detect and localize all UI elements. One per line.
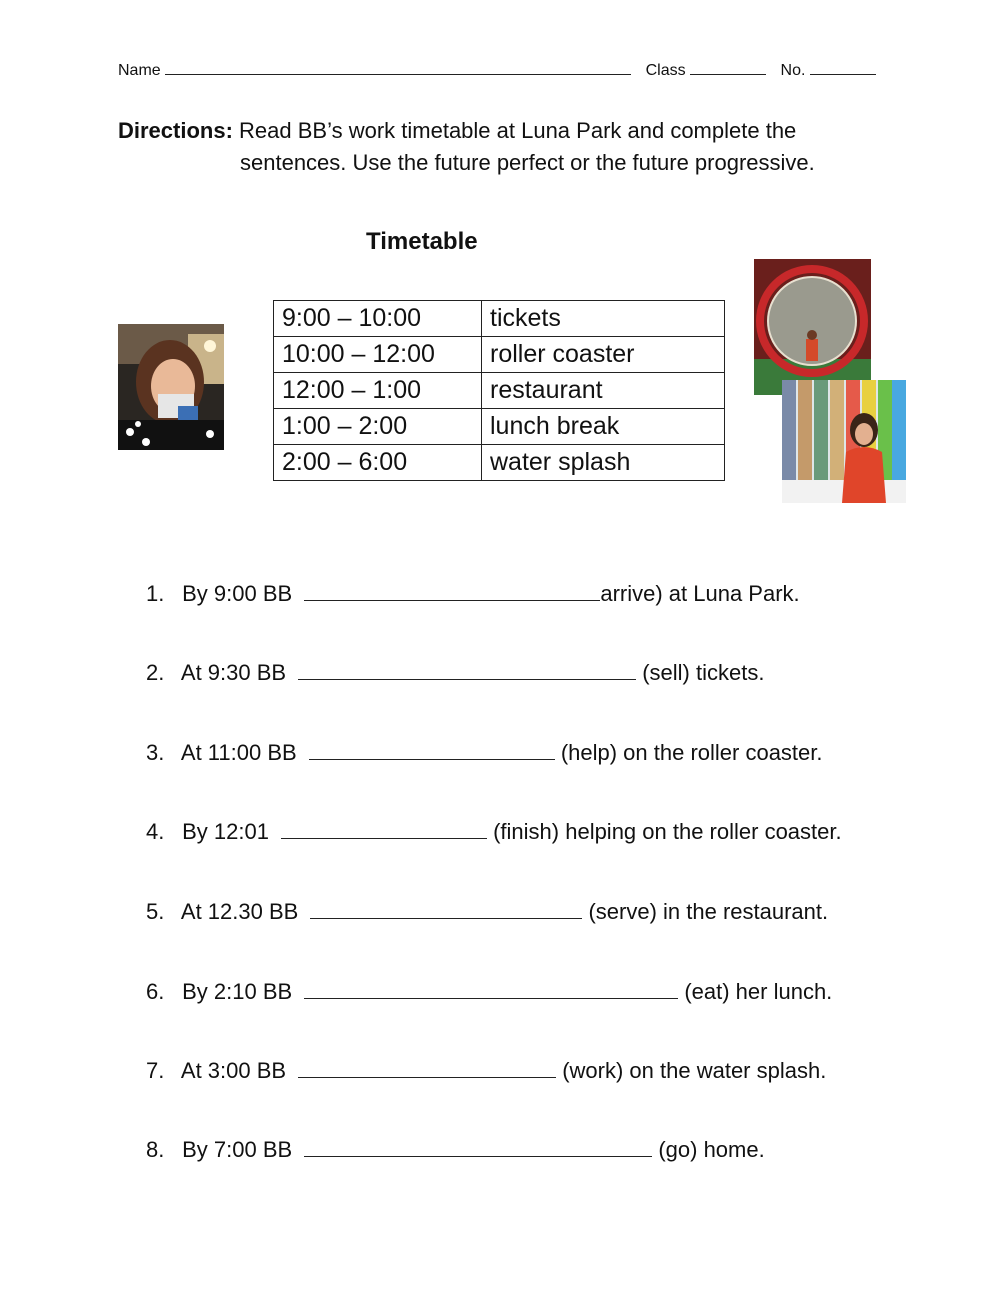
answer-blank[interactable] bbox=[298, 1059, 556, 1078]
question-number: 8. bbox=[146, 1137, 165, 1162]
activity-cell: water splash bbox=[482, 445, 725, 481]
time-cell: 1:00 – 2:00 bbox=[274, 409, 482, 445]
no-field[interactable] bbox=[810, 60, 876, 75]
activity-cell: tickets bbox=[482, 301, 725, 337]
question-tail: (work) on the water splash. bbox=[562, 1058, 827, 1083]
directions-line-2: sentences. Use the future perfect or the future progressive. bbox=[240, 150, 815, 175]
time-cell: 12:00 – 1:00 bbox=[274, 373, 482, 409]
answer-blank[interactable] bbox=[304, 980, 678, 999]
timetable-title: Timetable bbox=[366, 228, 478, 255]
question-1 bbox=[146, 581, 800, 607]
question-tail: arrive) at Luna Park. bbox=[600, 581, 800, 606]
question-number: 7. bbox=[146, 1058, 165, 1083]
question-number: 6. bbox=[146, 979, 165, 1004]
question-lead: At 11:00 BB bbox=[180, 740, 297, 765]
question-tail: (help) on the roller coaster. bbox=[560, 740, 823, 765]
question-8 bbox=[146, 1137, 765, 1163]
name-field[interactable] bbox=[165, 60, 631, 75]
question-tail: (eat) her lunch. bbox=[684, 979, 833, 1004]
question-lead: By 9:00 BB bbox=[182, 581, 293, 606]
answer-blank[interactable] bbox=[281, 820, 487, 839]
question-tail: (go) home. bbox=[658, 1137, 765, 1162]
no-label: No. bbox=[780, 62, 806, 79]
question-6 bbox=[146, 979, 832, 1005]
answer-blank[interactable] bbox=[310, 900, 582, 919]
time-cell: 2:00 – 6:00 bbox=[274, 445, 482, 481]
table-row bbox=[274, 409, 725, 445]
question-number: 5. bbox=[146, 899, 165, 924]
table-row bbox=[274, 301, 725, 337]
question-tail: (serve) in the restaurant. bbox=[588, 899, 829, 924]
class-field[interactable] bbox=[690, 60, 766, 75]
question-3 bbox=[146, 740, 823, 766]
question-lead: At 9:30 BB bbox=[180, 660, 287, 685]
question-lead: At 3:00 BB bbox=[180, 1058, 287, 1083]
directions bbox=[118, 115, 918, 179]
question-number: 1. bbox=[146, 581, 165, 606]
question-lead: By 7:00 BB bbox=[182, 1137, 293, 1162]
name-label: Name bbox=[118, 62, 161, 79]
question-lead: At 12.30 BB bbox=[180, 899, 299, 924]
question-tail: (finish) helping on the roller coaster. bbox=[493, 819, 842, 844]
activity-cell: roller coaster bbox=[482, 337, 725, 373]
question-4 bbox=[146, 819, 842, 845]
table-row bbox=[274, 337, 725, 373]
directions-label: Directions: bbox=[118, 118, 233, 143]
question-number: 2. bbox=[146, 660, 165, 685]
directions-line-1: Read BB’s work timetable at Luna Park and complete the bbox=[239, 118, 797, 143]
question-7 bbox=[146, 1058, 826, 1084]
time-cell: 9:00 – 10:00 bbox=[274, 301, 482, 337]
question-number: 3. bbox=[146, 740, 165, 765]
photo-girl-eating bbox=[118, 324, 224, 450]
table-row bbox=[274, 445, 725, 481]
question-lead: By 2:10 BB bbox=[182, 979, 293, 1004]
header-line bbox=[118, 60, 886, 80]
photo-roller-coaster bbox=[754, 259, 871, 395]
question-lead: By 12:01 bbox=[182, 819, 269, 844]
answer-blank[interactable] bbox=[304, 582, 600, 601]
photo-candy-wall bbox=[782, 380, 906, 503]
activity-cell: restaurant bbox=[482, 373, 725, 409]
answer-blank[interactable] bbox=[304, 1138, 652, 1157]
question-2 bbox=[146, 660, 764, 686]
question-5 bbox=[146, 899, 828, 925]
table-row bbox=[274, 373, 725, 409]
answer-blank[interactable] bbox=[309, 741, 555, 760]
question-tail: (sell) tickets. bbox=[642, 660, 765, 685]
time-cell: 10:00 – 12:00 bbox=[274, 337, 482, 373]
question-number: 4. bbox=[146, 819, 165, 844]
answer-blank[interactable] bbox=[298, 661, 636, 680]
timetable-table bbox=[273, 300, 725, 481]
activity-cell: lunch break bbox=[482, 409, 725, 445]
class-label: Class bbox=[645, 62, 686, 79]
